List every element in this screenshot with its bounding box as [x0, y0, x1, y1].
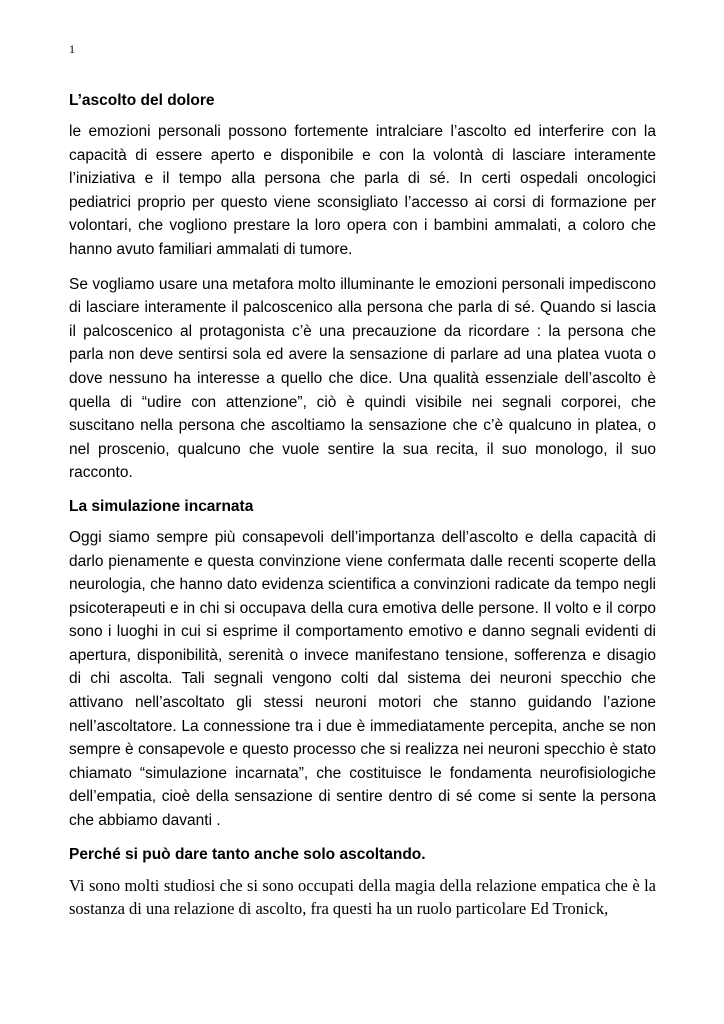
paragraph: Vi sono molti studiosi che si sono occupati della magia della relazione empatica che è la sostanza di una relazione di ascolto, fra questi ha un ruolo particolare Ed Tronick,	[69, 875, 656, 919]
paragraph: le emozioni personali possono fortemente intralciare l’ascolto ed interferire con la capacità di essere aperto e disponibile e con la volontà di lasciare interamente l’iniziativa e il tempo alla persona che parla di sé. In certi ospedali oncologici pediatrici proprio per questo viene sconsigliato l’accesso ai corsi di formazione per volontari, che vogliono prestare la loro opera con i bambini ammalati, a coloro che hanno avuto familiari ammalati di tumore.	[69, 123, 656, 258]
page-number: 1	[69, 42, 75, 56]
document-body	[69, 90, 656, 932]
section-heading-simulazione-incarnata: La simulazione incarnata	[69, 497, 254, 515]
section-heading-perche-ascoltando: Perché si può dare tanto anche solo ascoltando.	[69, 845, 426, 863]
paragraph: Oggi siamo sempre più consapevoli dell’importanza dell’ascolto e della capacità di darlo pienamente e questa convinzione viene confermata dalle recenti scoperte della neurologia, che hanno dato evidenza scientifica a convinzioni radicate da tempo negli psicoterapeuti e in chi si occupava della cura emotiva delle persone. Il volto e il corpo sono i luoghi in cui si esprime il comportamento emotivo e danno segnali evidenti di apertura, disponibilità, serenità o invece manifestano tensione, sofferenza e disagio di chi ascolta. Tali segnali vengono colti dal sistema dei neuroni specchio che attivano nell’ascoltato gli stessi neuroni motori che stanno guidando l’azione nell’ascoltatore. La connessione tra i due è immediatamente percepita, anche se non sempre è consapevole e questo processo che si realizza nei neuroni specchio è stato chiamato “simulazione incarnata”, che costituisce le fondamenta neurofisiologiche dell’empatia, cioè della sensazione di sentire dentro di sé come si sente la persona che abbiamo davanti .	[69, 528, 656, 830]
section-heading-ascolto-dolore: L’ascolto del dolore	[69, 92, 215, 109]
paragraph: Se vogliamo usare una metafora molto illuminante le emozioni personali impediscono di lasciare interamente il palcoscenico alla persona che parla di sé. Quando si lascia il palcoscenico al protagonista c’è una precauzione da ricordare : la persona che parla non deve sentirsi sola ed avere la sensazione di parlare ad una platea vuota o dove nessuno ha interesse a quello che dice. Una qualità essenziale dell’ascolto è quella di “udire con attenzione”, ciò è quindi visibile nei segnali corporei, che suscitano nella persona che ascoltiamo la sensazione che c’è qualcuno in platea, o nel proscenio, qualcuno che vuole sentire la sua recita, il suo monologo, il suo racconto.	[69, 275, 656, 482]
